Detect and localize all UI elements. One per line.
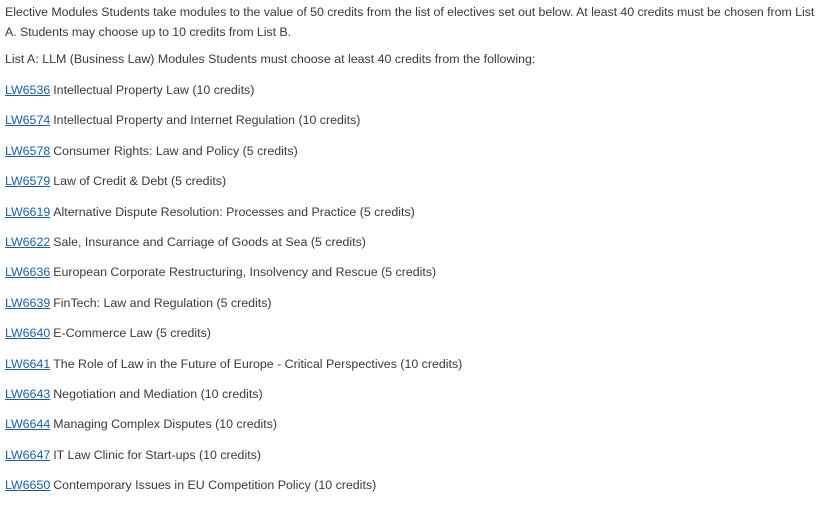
- module-title: Contemporary Issues in EU Competition Policy (10 credits): [53, 478, 377, 493]
- module-title: Negotiation and Mediation (10 credits): [53, 386, 263, 401]
- module-code-link[interactable]: LW6639: [5, 295, 51, 310]
- module-code-link[interactable]: LW6641: [5, 356, 51, 371]
- module-code-link[interactable]: LW6643: [5, 386, 51, 401]
- page-content: [5, 0, 823, 493]
- module-item: [5, 414, 462, 444]
- module-title: FinTech: Law and Regulation (5 credits): [53, 295, 272, 310]
- list-a-heading: List A: LLM (Business Law) Modules Students must choose at least 40 credits from the following:: [5, 52, 536, 66]
- module-code-link[interactable]: LW6622: [5, 234, 51, 249]
- module-item: [5, 171, 462, 201]
- module-title: Intellectual Property Law (10 credits): [53, 83, 255, 97]
- module-title: Law of Credit & Debt (5 credits): [53, 174, 227, 189]
- module-code-link[interactable]: LW6619: [5, 204, 51, 219]
- module-title: IT Law Clinic for Start-ups (10 credits): [53, 447, 261, 462]
- module-item: [5, 202, 462, 232]
- module-code-link[interactable]: LW6578: [5, 143, 51, 158]
- module-title: European Corporate Restructuring, Insolvency and Rescue (5 credits): [53, 265, 437, 280]
- module-title: The Role of Law in the Future of Europe - Critical Perspectives (10 credits): [53, 356, 463, 371]
- module-code-link[interactable]: LW6636: [5, 265, 51, 280]
- elective-modules-intro: Elective Modules Students take modules to the value of 50 credits from the list of electives set out below. At least 40 credits must be chosen from List A. Students may choose up to 10 credits from List B.: [5, 5, 815, 39]
- module-list: [5, 80, 462, 505]
- module-item: [5, 354, 462, 384]
- module-code-link[interactable]: LW6536: [5, 83, 51, 97]
- module-item: [5, 141, 462, 171]
- module-title: Managing Complex Disputes (10 credits): [53, 417, 278, 432]
- module-title: E-Commerce Law (5 credits): [53, 326, 211, 341]
- module-title: Sale, Insurance and Carriage of Goods at Sea (5 credits): [53, 234, 366, 249]
- module-title: Consumer Rights: Law and Policy (5 credits): [53, 143, 298, 158]
- module-code-link[interactable]: LW6574: [5, 113, 51, 128]
- module-code-link[interactable]: LW6647: [5, 447, 51, 462]
- module-item: [5, 293, 462, 323]
- module-item: [5, 323, 462, 353]
- module-title: Intellectual Property and Internet Regulation (10 credits): [53, 113, 361, 128]
- module-title: Alternative Dispute Resolution: Processes and Practice (5 credits): [53, 204, 415, 219]
- module-item: [5, 232, 462, 262]
- module-code-link[interactable]: LW6644: [5, 417, 51, 432]
- module-item: [5, 445, 462, 475]
- module-code-link[interactable]: LW6640: [5, 326, 51, 341]
- module-code-link[interactable]: LW6650: [5, 478, 51, 493]
- module-item: [5, 80, 462, 110]
- module-item: [5, 262, 462, 292]
- module-item: [5, 475, 462, 505]
- module-item: [5, 384, 462, 414]
- module-item: [5, 110, 462, 140]
- module-code-link[interactable]: LW6579: [5, 174, 51, 189]
